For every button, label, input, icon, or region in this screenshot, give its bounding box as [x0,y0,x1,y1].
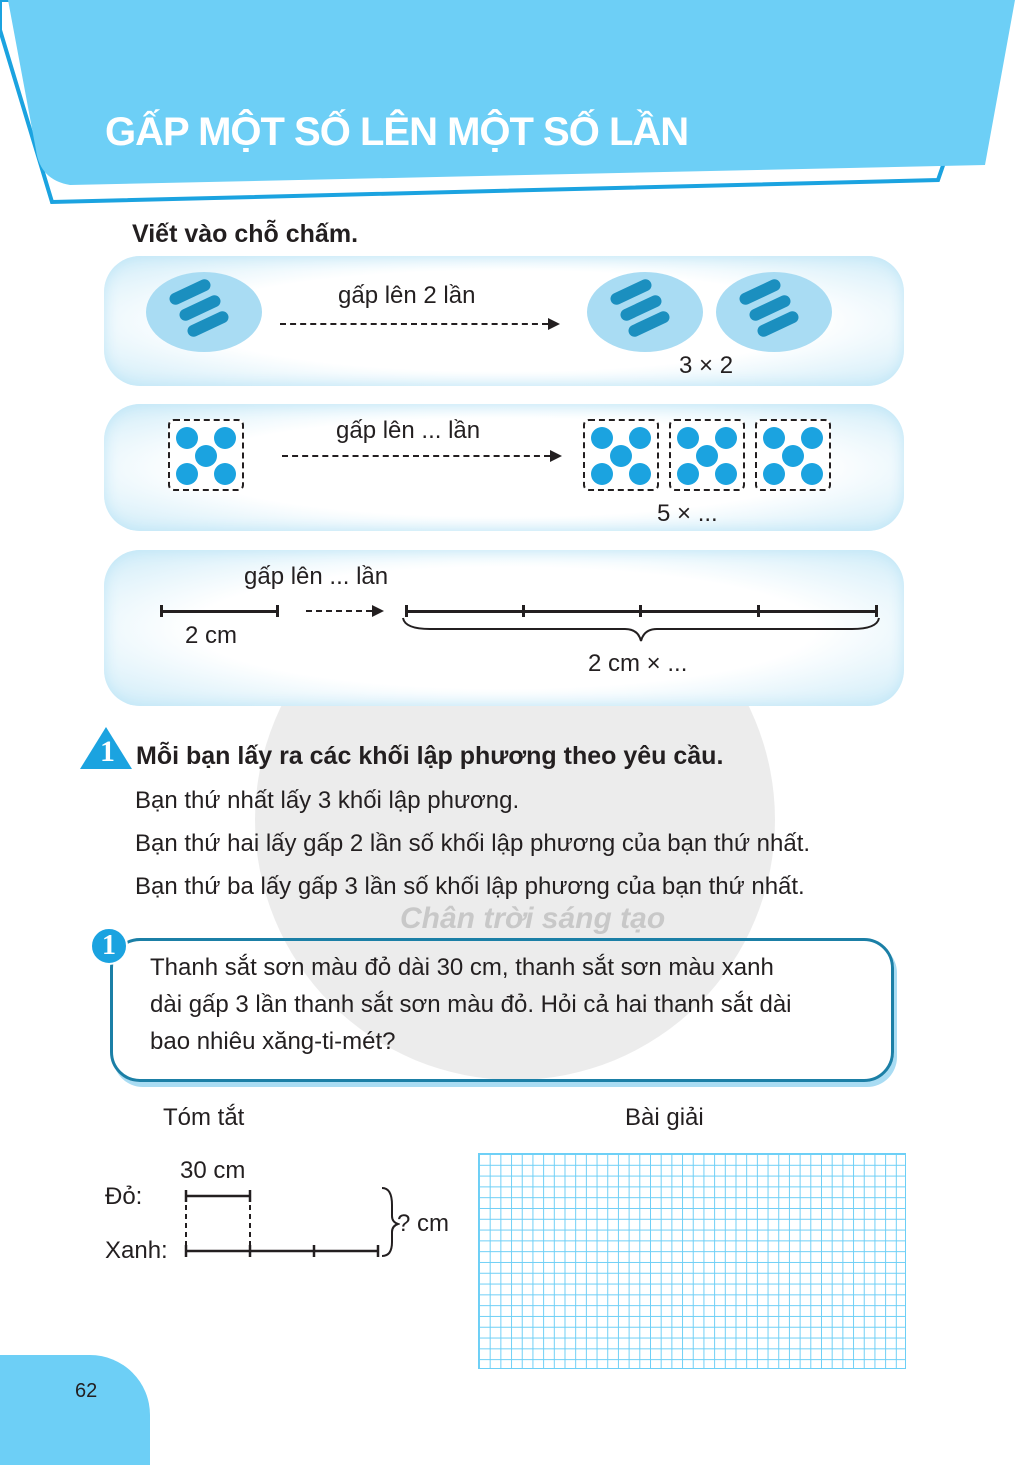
dice-dot [176,463,198,485]
dice-dot [214,463,236,485]
dice-dot [763,427,785,449]
dashed-arrow [306,610,372,612]
dice-dot [677,427,699,449]
summary-diagram [180,1180,400,1260]
instruction: Viết vào chỗ chấm. [132,220,359,248]
candy-icon [146,272,262,352]
practice-line: Bạn thứ ba lấy gấp 3 lần số khối lập phương của bạn thứ nhất. [135,873,805,900]
dice-dot [696,445,718,467]
exercise-text: dài gấp 3 lần thanh sắt sơn màu đỏ. Hỏi cả hai thanh sắt dài [150,991,792,1018]
solution-title: Bài giải [625,1104,704,1131]
row-result: 3 × 2 [679,352,734,379]
dice-dot [176,427,198,449]
row-label: gấp lên ... lần [244,563,389,590]
dice-dot [195,445,217,467]
dice-dot [629,463,651,485]
dice-five-icon [669,419,745,491]
row-result: 5 × ... [657,500,718,527]
red-label: Đỏ: [105,1183,143,1210]
dice-dot [214,427,236,449]
candy-icon [716,272,832,352]
dice-dot [715,463,737,485]
arrow-head-icon [548,318,560,330]
answer-grid[interactable] [478,1153,906,1369]
dice-five-icon [168,419,244,491]
practice-title: Mỗi bạn lấy ra các khối lập phương theo yêu cầu. [136,742,724,770]
practice-badge-number: 1 [100,735,115,768]
dice-dot [591,463,613,485]
page-number: 62 [75,1380,98,1402]
summary-title: Tóm tắt [163,1104,245,1131]
exercise-text: Thanh sắt sơn màu đỏ dài 30 cm, thanh sắt sơn màu xanh [150,954,774,981]
arrow-head-icon [550,450,562,462]
segment-label: 2 cm [185,622,238,649]
dice-five-icon [583,419,659,491]
page-title: GẤP MỘT SỐ LÊN MỘT SỐ LẦN [105,110,689,154]
dashed-arrow [282,455,550,457]
segment-2cm [160,610,278,613]
dice-five-icon [755,419,831,491]
arrow-head-icon [372,605,384,617]
question-label: ? cm [397,1210,450,1237]
dice-dot [801,427,823,449]
exercise-badge: 1 [90,927,128,965]
dice-dot [782,445,804,467]
page-number-tab [0,1355,150,1465]
practice-line: Bạn thứ hai lấy gấp 2 lần số khối lập phương của bạn thứ nhất. [135,830,811,857]
practice-line: Bạn thứ nhất lấy 3 khối lập phương. [135,787,520,814]
dashed-arrow [280,323,548,325]
dice-dot [677,463,699,485]
blue-label: Xanh: [105,1237,168,1264]
row-label: gấp lên ... lần [336,417,481,444]
dice-dot [715,427,737,449]
exercise-text: bao nhiêu xăng-ti-mét? [150,1028,396,1055]
dice-dot [591,427,613,449]
dice-dot [763,463,785,485]
dice-dot [801,463,823,485]
row-result: 2 cm × ... [588,650,688,677]
watermark-text: Chân trời sáng tạo [400,902,666,935]
dice-dot [629,427,651,449]
brace-icon [400,615,882,645]
candy-icon [587,272,703,352]
dice-dot [610,445,632,467]
header-banner [0,0,1022,210]
row-label: gấp lên 2 lần [338,282,476,309]
length-label: 30 cm [180,1157,246,1184]
